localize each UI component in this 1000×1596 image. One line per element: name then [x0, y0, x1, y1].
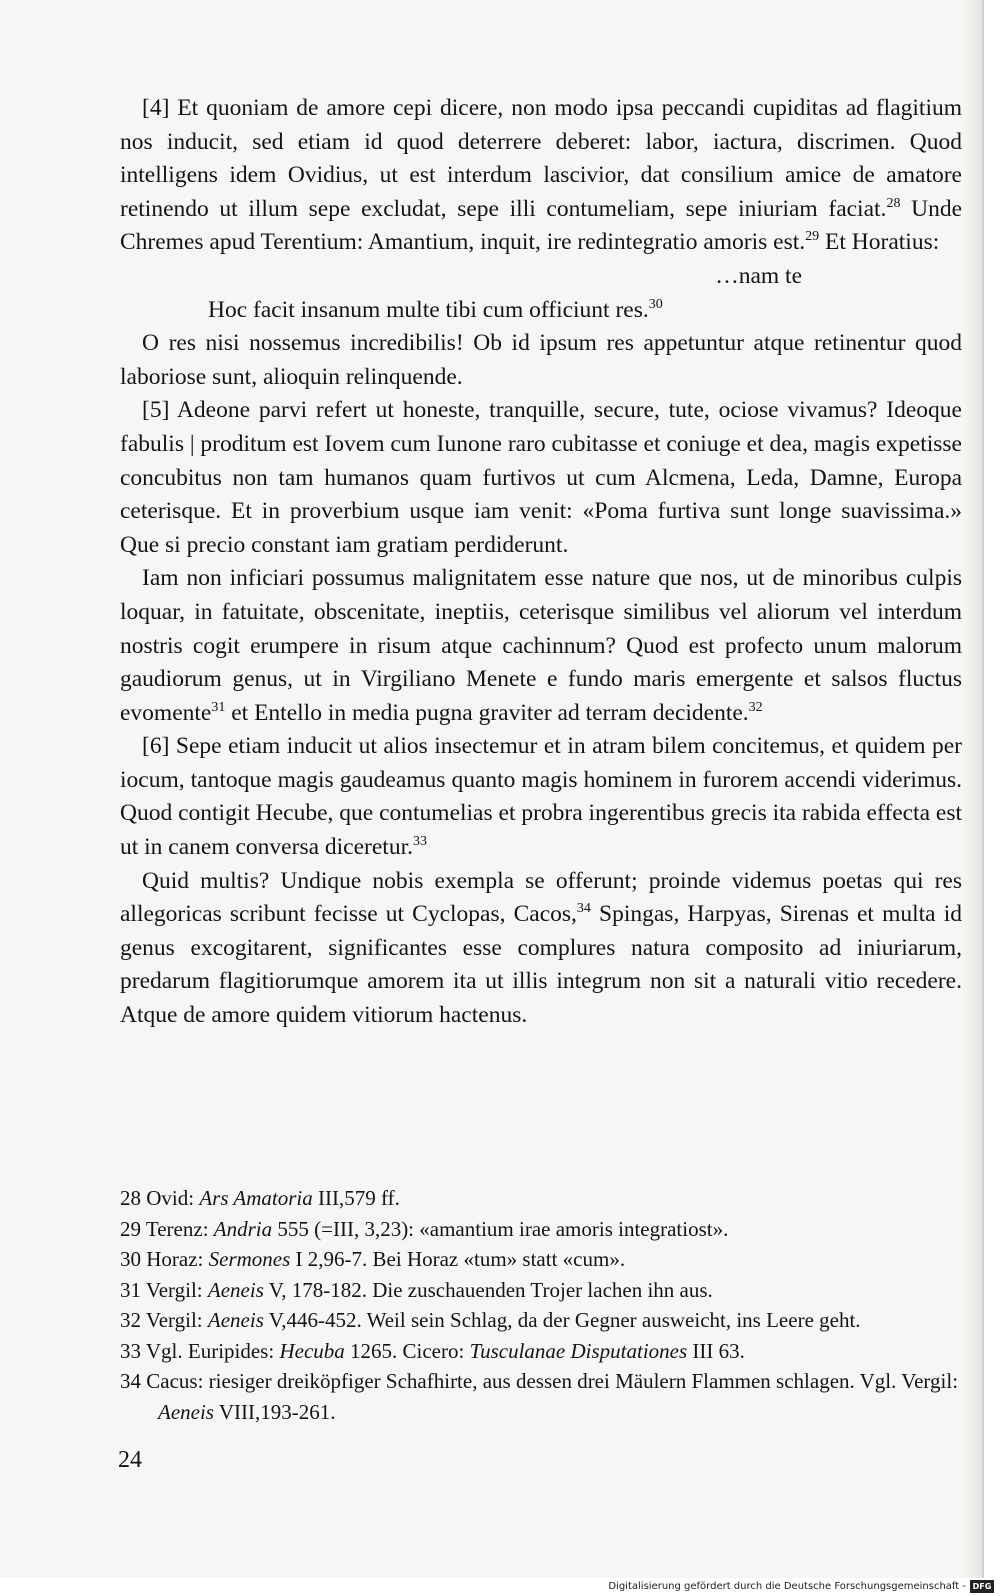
text-span: Quid multis? Undique nobis exempla se offerunt; proinde videmus poetas qui res allegoricas scribunt fecisse ut Cyclopas, Cacos, — [120, 867, 962, 928]
verse-line-2 — [120, 294, 962, 328]
footnote-title: Sermones — [208, 1247, 291, 1271]
footnote-title: Hecuba — [279, 1338, 345, 1363]
text-span: [6] Sepe etiam inducit ut alios insectemur et in atram bilem concitemus, et quidem per iocum, tantoque magis gaudeamus quanto magis hominem in furorem accendi viderimus. Quod contigit Hecube, que contumelias et probra ingerentibus grecis ita rabida effecta est ut in canem conversa diceretur. — [120, 733, 962, 861]
footnote-ref-33[interactable]: 33 — [412, 834, 427, 850]
footnote-ref-29[interactable]: 29 — [805, 229, 820, 245]
footnote-text: VIII,193-261. — [213, 1399, 336, 1424]
footnote-ref-32[interactable]: 32 — [748, 699, 763, 715]
paragraph-quid — [120, 865, 962, 1033]
text-span: Iam non inficiari possumus malignitatem esse nature que nos, ut de minoribus culpis loquar, in fatuitate, obscenitate, ineptiis, ceterisque similibus vel aliorum vel interdum nostris cogit erumpere in risum atque cachinnum? Quod est profecto unum malorum gaudiorum genus, ut in Virgiliano Menete e fundo maris emergente et salsos fluctus evomente — [120, 565, 962, 726]
footnote-text: 31 Vergil: — [120, 1277, 208, 1302]
footnote-ref-34[interactable]: 34 — [576, 901, 591, 917]
footnote-text: 32 Vergil: — [120, 1308, 208, 1332]
paragraph-5: [5] Adeone parvi refert ut honeste, tranquille, secure, tute, ociose vivamus? Ideoque fabulis | proditum est Iovem cum Iunone raro cubitasse et coniuge et dea, magis expetisse concubitus non tam humanos quam furtivos ut cum Alcmena, Leda, Damne, Europa ceterisque. Et in proverbium usque iam venit: «Poma furtiva sunt longe suavissima.» Que si precio constant iam gratiam perdiderunt. — [120, 397, 962, 558]
text-span: Spingas, Harpyas, Sirenas et multa id genus excogitarent, significantes esse complures natura composito ad iniuriarum, predarum flagitiorumque amorem ita ut illis integrum non sit a naturali vitio recedere. Atque de amore quidem vitiorum hactenus. — [120, 901, 962, 1029]
footnote-text: V,446-452. Weil sein Schlag, da der Gegner ausweicht, ins Leere geht. — [263, 1308, 861, 1332]
main-text — [120, 92, 962, 1033]
footnote-32 — [120, 1305, 970, 1336]
footnote-text: 1265. Cicero: — [344, 1338, 470, 1363]
footnote-29 — [120, 1214, 970, 1245]
paragraph-o-res: O res nisi nossemus incredibilis! Ob id ipsum res appetuntur atque retinentur quod laboriose sunt, alioquin relinquende. — [120, 330, 962, 390]
footnote-30 — [120, 1244, 970, 1275]
footnote-31 — [120, 1275, 970, 1306]
footnote-title: Andria — [213, 1216, 273, 1241]
footnote-title: Aeneis — [207, 1308, 264, 1332]
paragraph-4 — [120, 92, 962, 260]
footnote-text: 28 Ovid: — [120, 1186, 200, 1210]
paragraph-iam — [120, 562, 962, 730]
text-span: [4] Et quoniam de amore cepi dicere, non modo ipsa peccandi cupiditas ad flagitium nos inducit, sed etiam id quod deterrere deberet: labor, iactura, discrimen. Quod intelligens idem Ovidius, ut est interdum lascivior, dat consilium amice de amatore retinendo ut illum sepe excludat, sepe illi contumeliam, sepe iniuriam faciat. — [120, 95, 962, 222]
dfg-logo-icon: DFG — [970, 1580, 994, 1593]
footnote-text: 33 Vgl. Euripides: — [120, 1338, 280, 1363]
footnote-ref-28[interactable]: 28 — [886, 195, 901, 211]
text-span: et Entello in media pugna graviter ad terram decidente. — [225, 699, 749, 726]
footnote-title: Aeneis — [207, 1277, 264, 1302]
footnote-title: Tusculanae Disputationes — [469, 1338, 688, 1363]
text-span: Unde Chremes apud Terentium: Amantium, inquit, ire redintegratio amoris est. — [120, 195, 963, 256]
footnote-text: 555 (=III, 3,23): «amantium irae amoris integratiost». — [272, 1216, 729, 1241]
footnote-text: 29 Terenz: — [120, 1216, 214, 1241]
page-number: 24 — [118, 1447, 142, 1473]
footnote-text: III,579 ff. — [312, 1186, 400, 1210]
footnote-title: Ars Amatoria — [199, 1186, 313, 1210]
footnote-34 — [120, 1366, 970, 1427]
footnote-ref-30[interactable]: 30 — [648, 296, 663, 312]
digitization-credit: Digitalisierung gefördert durch die Deutsche Forschungsgemeinschaft - — [608, 1581, 966, 1592]
footnote-text: 30 Horaz: — [120, 1247, 209, 1271]
footnote-text: V, 178-182. Die zuschauenden Trojer lachen ihn aus. — [263, 1277, 713, 1302]
footnote-33 — [120, 1336, 970, 1367]
footnote-text: III 63. — [687, 1338, 745, 1363]
text-span: Et Horatius: — [819, 229, 940, 256]
verse-line-1: …nam te — [715, 262, 802, 289]
footnotes — [120, 1183, 970, 1427]
footnote-title: Aeneis — [158, 1399, 214, 1424]
text-span: Hoc facit insanum multe tibi cum officiunt res. — [208, 296, 649, 323]
footnote-text: I 2,96-7. Bei Horaz «tum» statt «cum». — [290, 1247, 626, 1271]
paragraph-6 — [120, 730, 962, 864]
footnote-text: 34 Cacus: riesiger dreiköpfiger Schafhirte, aus dessen drei Mäulern Flammen schlagen. Vgl. Vergil: — [120, 1369, 959, 1393]
footnote-28 — [120, 1183, 970, 1214]
footnote-ref-31[interactable]: 31 — [211, 699, 226, 715]
